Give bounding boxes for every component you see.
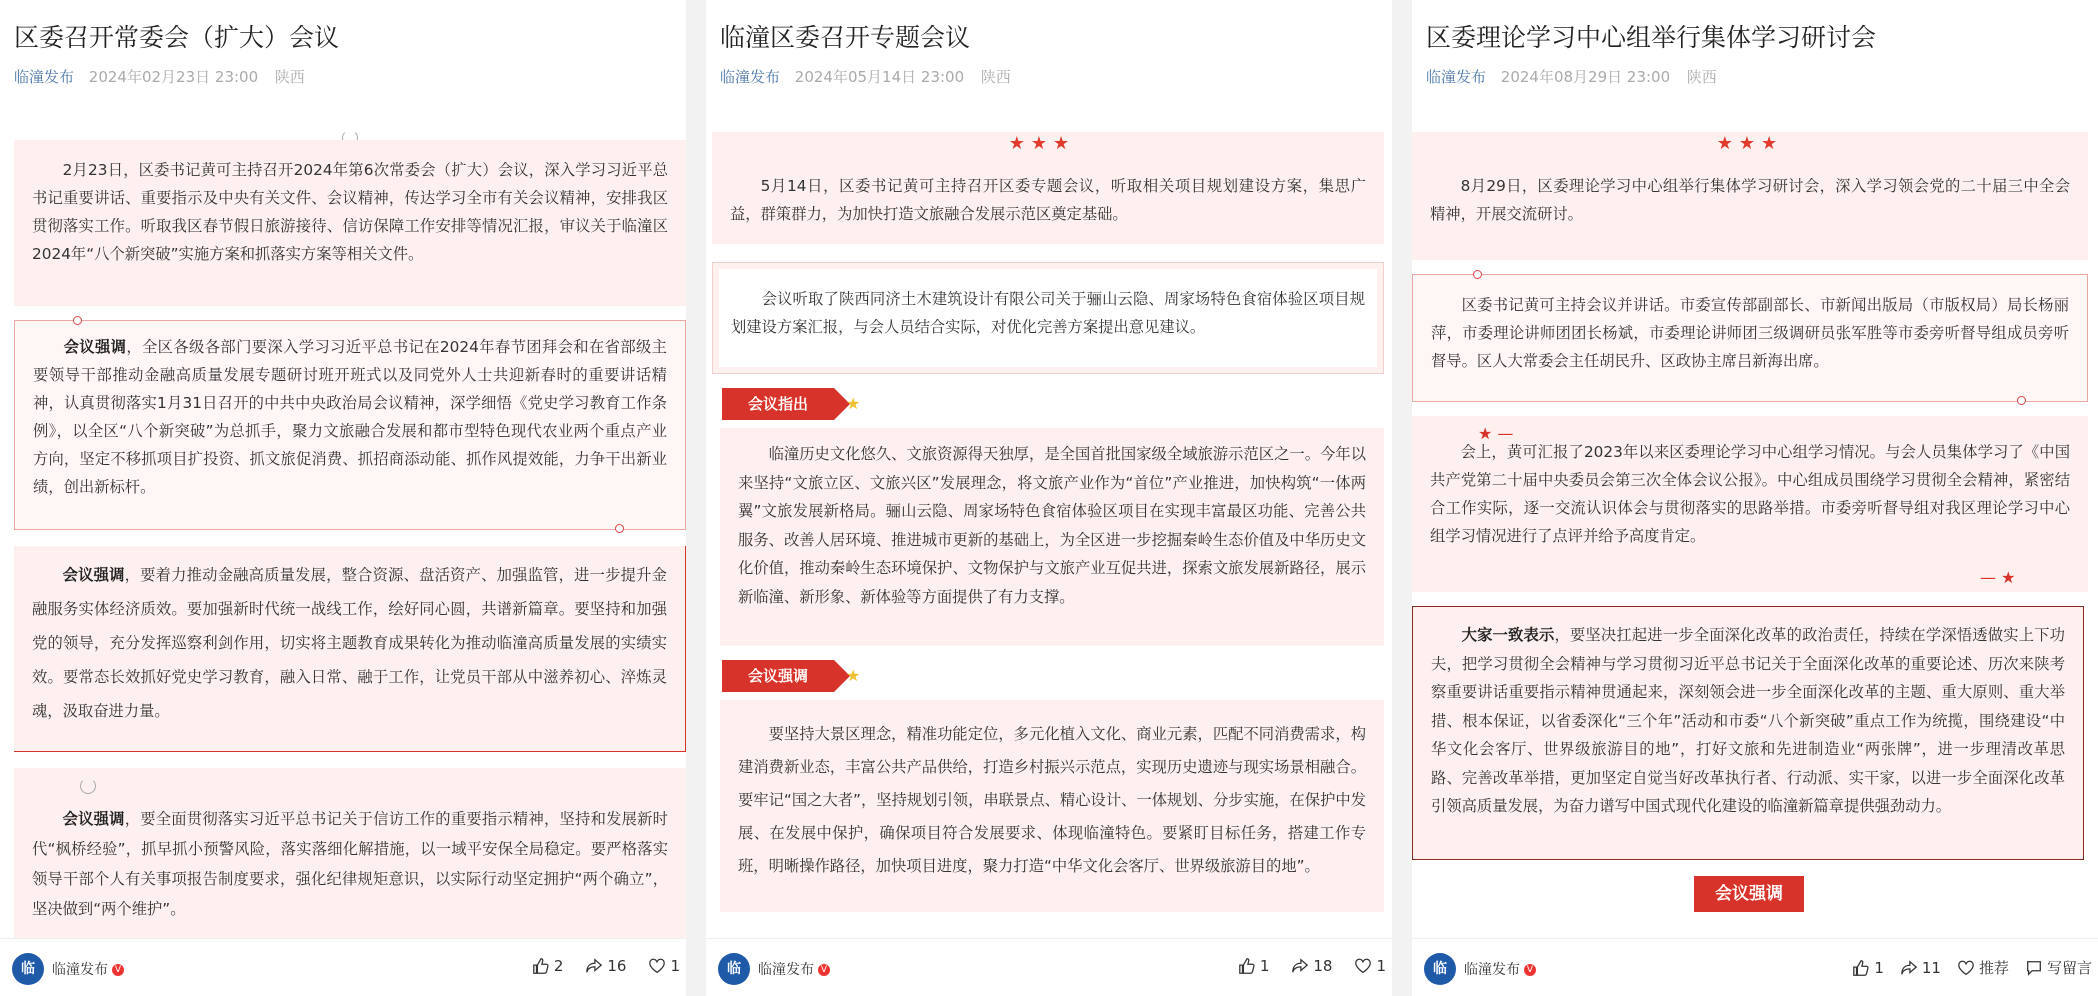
comment-icon: [2025, 959, 2043, 977]
section-tag: 会议强调: [722, 660, 834, 692]
content-card: [720, 428, 1384, 646]
heart-icon: [648, 957, 666, 975]
share-count: 11: [1921, 958, 1941, 977]
section-tag: 会议指出: [722, 388, 834, 420]
paragraph: 会议听取了陕西同济土木建筑设计有限公司关于骊山云隐、周家场特色食宿体验区项目规划建设方案汇报，与会人员结合实际，对优化完善方案提出意见建议。: [731, 290, 1365, 336]
lead-text: 会议强调: [63, 338, 127, 356]
avatar[interactable]: 临: [12, 953, 44, 985]
thumbs-up-icon: [532, 957, 550, 975]
verified-icon: V: [112, 964, 124, 976]
share-button[interactable]: [1291, 957, 1332, 975]
share-icon: [1291, 957, 1309, 975]
location: 陕西: [274, 68, 305, 86]
verified-icon: V: [1524, 964, 1536, 976]
publish-date: 2024年05月14日 23:00: [794, 68, 965, 86]
share-count: 16: [607, 957, 627, 975]
share-button[interactable]: [585, 957, 626, 975]
source-link[interactable]: 临潼发布: [14, 68, 75, 86]
content-card: [14, 546, 686, 752]
like-count: 1: [1259, 957, 1270, 975]
share-button[interactable]: [1900, 957, 1941, 978]
column-gap: [686, 0, 706, 996]
stars-decoration: ★★★: [1008, 133, 1076, 154]
lead-text: 大家一致表示: [1461, 626, 1555, 644]
bottom-bar: [706, 938, 1392, 996]
frame-dot-icon: [2017, 396, 2026, 405]
content-card: [14, 140, 686, 306]
recommend-button[interactable]: [1957, 957, 2009, 978]
article-meta: [1426, 66, 1717, 87]
content-card-framed: [14, 320, 686, 530]
star-icon: ★: [846, 666, 861, 685]
like-button[interactable]: [532, 957, 564, 975]
author-name[interactable]: 临潼发布: [52, 962, 108, 978]
like-count: 1: [1874, 958, 1884, 977]
article-title: 区委召开常委会（扩大）会议: [14, 23, 340, 52]
paragraph: ，要坚决扛起进一步全面深化改革的政治责任，持续在学深悟透做实上下功夫，把学习贯彻全会精神与学习贯彻习近平总书记关于全面深化改革的重要论述、历次来陕考察重要讲话重要指示精神贯通起来，深刻领会进一步全面深化改革的主题、重大原则、重大举措、根本保证，以省委深化“三个年”活动和市委“八个新突破”重点工作为统揽，围绕建设“中华文化会客厅、世界级旅游目的地”，打好文旅和先进制造业“两张牌”，进一步理清改革思路、完善改革举措，更加坚定自觉当好改革执行者、行动派、实干家，以进一步全面深化改革引领高质量发展，为奋力谱写中国式现代化建设的临潼新篇章提供强劲动力。: [1431, 626, 2065, 815]
content-card: [720, 700, 1384, 912]
star-icon: — ★: [1980, 568, 2016, 587]
lead-text: 会议强调: [62, 566, 125, 584]
paragraph: 5月14日，区委书记黄可主持召开区委专题会议，听取相关项目规划建设方案，集思广益，群策群力，为加快打造文旅融合发展示范区奠定基础。: [730, 177, 1366, 223]
source-link[interactable]: 临潼发布: [1426, 68, 1487, 86]
thumbs-up-icon: [1852, 959, 1870, 977]
paragraph: 要坚持大景区理念，精准功能定位，多元化植入文化、商业元素，匹配不同消费需求，构建消费新业态，丰富公共产品供给，打造乡村振兴示范点，实现历史遗迹与现实场景相融合。要牢记“国之大者”，坚持规划引领，串联景点、精心设计、一体规划、分步实施，在保护中发展、在发展中保护，确保项目符合发展要求、体现临潼特色。要紧盯目标任务，搭建工作专班，明晰操作路径，加快项目进度，聚力打造“中华文化会客厅、世界级旅游目的地”。: [738, 725, 1366, 875]
article-meta: [720, 66, 1011, 87]
publish-date: 2024年02月23日 23:00: [88, 68, 259, 86]
paragraph: 区委书记黄可主持会议并讲话。市委宣传部副部长、市新闻出版局（市版权局）局长杨丽萍，市委理论讲师团团长杨斌，市委理论讲师团三级调研员张军胜等市委旁听督导组成员旁听督导。区人大常委会主任胡民升、区政协主席吕新海出席。: [1431, 296, 2069, 370]
share-icon: [1900, 959, 1918, 977]
article-title: 区委理论学习中心组举行集体学习研讨会: [1426, 23, 1877, 52]
article-title: 临潼区委召开专题会议: [720, 23, 971, 52]
star-icon: ★ —: [1478, 424, 1514, 443]
comment-label: 写留言: [2046, 959, 2092, 977]
content-card-framed: [1412, 274, 2088, 402]
favorite-count: 1: [670, 957, 680, 975]
article-column-1: [0, 0, 686, 996]
paragraph: ，全区各级各部门要深入学习习近平总书记在2024年春节团拜会和在省部级主要领导干部推动金融高质量发展专题研讨班开班式以及同党外人士共迎新春时的重要讲话精神，认真贯彻落实1月31日召开的中共中央政治局会议精神，深学细悟《党史学习教育工作条例》，以全区“八个新突破”为总抓手，聚力文旅融合发展和都市型特色现代农业两个重点产业方向，坚定不移抓项目扩投资、抓文旅促消费、抓招商添动能、抓作风提效能，力争干出新业绩，创出新标杆。: [33, 338, 667, 496]
content-card: [712, 262, 1384, 374]
bottom-bar: [1412, 938, 2098, 996]
paragraph: 会上，黄可汇报了2023年以来区委理论学习中心组学习情况。与会人员集体学习了《中国共产党第二十届中央委员会第三次全体会议公报》。中心组成员围绕学习贯彻全会精神，紧密结合工作实际，逐一交流认识体会与贯彻落实的思路举措。市委旁听督导组对我区理论学习中心组学习情况进行了点评并给予高度肯定。: [1430, 443, 2070, 545]
content-card: [1412, 132, 2088, 260]
frame-dot-icon: [1473, 270, 1482, 279]
action-bar: [532, 957, 680, 975]
loading-spinner-icon: [80, 778, 96, 794]
thumbs-up-icon: [1238, 957, 1256, 975]
action-bar: [1852, 957, 2092, 978]
favorite-count: 1: [1376, 957, 1386, 975]
source-link[interactable]: 临潼发布: [720, 68, 781, 86]
article-column-3: [1412, 0, 2098, 996]
paragraph: 临潼历史文化悠久、文旅资源得天独厚，是全国首批国家级全域旅游示范区之一。今年以来坚持“文旅立区、文旅兴区”发展理念，将文旅产业作为“首位”产业推进，加快构筑“一体两翼”文旅发展新格局。骊山云隐、周家场特色食宿体验区项目在实现丰富最区功能、完善公共服务、改善人居环境、推进城市更新的基础上，为全区进一步挖掘秦岭生态价值及中华历史文化价值，推动秦岭生态环境保护、文物保护与文旅产业互促共进，探索文旅发展新路径，展示新临潼、新形象、新体验等方面提供了有力支撑。: [738, 445, 1366, 606]
bottom-bar: [0, 938, 686, 996]
frame-dot-icon: [615, 524, 624, 533]
section-label-button: 会议强调: [1694, 876, 1804, 912]
recommend-label: 推荐: [1978, 959, 2009, 977]
frame-dot-icon: [73, 316, 82, 325]
avatar[interactable]: 临: [1424, 953, 1456, 985]
author-name[interactable]: 临潼发布: [758, 962, 814, 978]
like-button[interactable]: [1238, 957, 1270, 975]
star-icon: ★: [846, 394, 861, 413]
action-bar: [1238, 957, 1386, 975]
heart-icon: [1354, 957, 1372, 975]
comment-button[interactable]: [2025, 957, 2092, 978]
paragraph: ，要着力推动金融高质量发展，整合资源、盘活资产、加强监管，进一步提升金融服务实体经济质效。要加强新时代统一战线工作，绘好同心圆，共谱新篇章。要坚持和加强党的领导，充分发挥巡察利剑作用，切实将主题教育成果转化为推动临潼高质量发展的实绩实效。要常态长效抓好党史学习教育，融入日常、融于工作，让党员干部从中滋养初心、淬炼灵魂，汲取奋进力量。: [32, 566, 667, 720]
lead-text: 会议强调: [62, 810, 125, 828]
column-gap: [1392, 0, 1412, 996]
stars-decoration: ★★★: [1716, 133, 1784, 154]
share-count: 18: [1313, 957, 1333, 975]
favorite-button[interactable]: [1354, 957, 1386, 975]
like-button[interactable]: [1852, 957, 1884, 978]
paragraph: ，要全面贯彻落实习近平总书记关于信访工作的重要指示精神，坚持和发展新时代“枫桥经验”，抓早抓小预警风险，落实落细化解措施，以一域平安保全局稳定。要严格落实领导干部个人有关事项报告制度要求，强化纪律规矩意识，以实际行动坚定拥护“两个确立”，坚决做到“两个维护”。: [32, 810, 668, 918]
share-icon: [585, 957, 603, 975]
avatar[interactable]: 临: [718, 953, 750, 985]
like-count: 2: [553, 957, 564, 975]
paragraph: 2月23日，区委书记黄可主持召开2024年第6次常委会（扩大）会议，深入学习习近平总书记重要讲话、重要指示及中央有关文件、会议精神，传达学习全市有关会议精神，安排我区贯彻落实工作。听取我区春节假日旅游接待、信访保障工作安排等情况汇报，审议关于临潼区2024年“八个新突破”实施方案和抓落实方案等相关文件。: [32, 161, 668, 263]
author-name[interactable]: 临潼发布: [1464, 962, 1520, 978]
content-card: [14, 768, 686, 938]
content-card: [712, 132, 1384, 244]
location: 陕西: [980, 68, 1011, 86]
location: 陕西: [1686, 68, 1717, 86]
verified-icon: V: [818, 964, 830, 976]
heart-icon: [1957, 959, 1975, 977]
favorite-button[interactable]: [648, 957, 680, 975]
article-column-2: [706, 0, 1392, 996]
paragraph: 8月29日，区委理论学习中心组举行集体学习研讨会，深入学习领会党的二十届三中全会精神，开展交流研讨。: [1430, 177, 2070, 223]
article-meta: [14, 66, 305, 87]
content-card: [1412, 416, 2088, 592]
content-card-framed: [1412, 606, 2084, 860]
publish-date: 2024年08月29日 23:00: [1500, 68, 1671, 86]
